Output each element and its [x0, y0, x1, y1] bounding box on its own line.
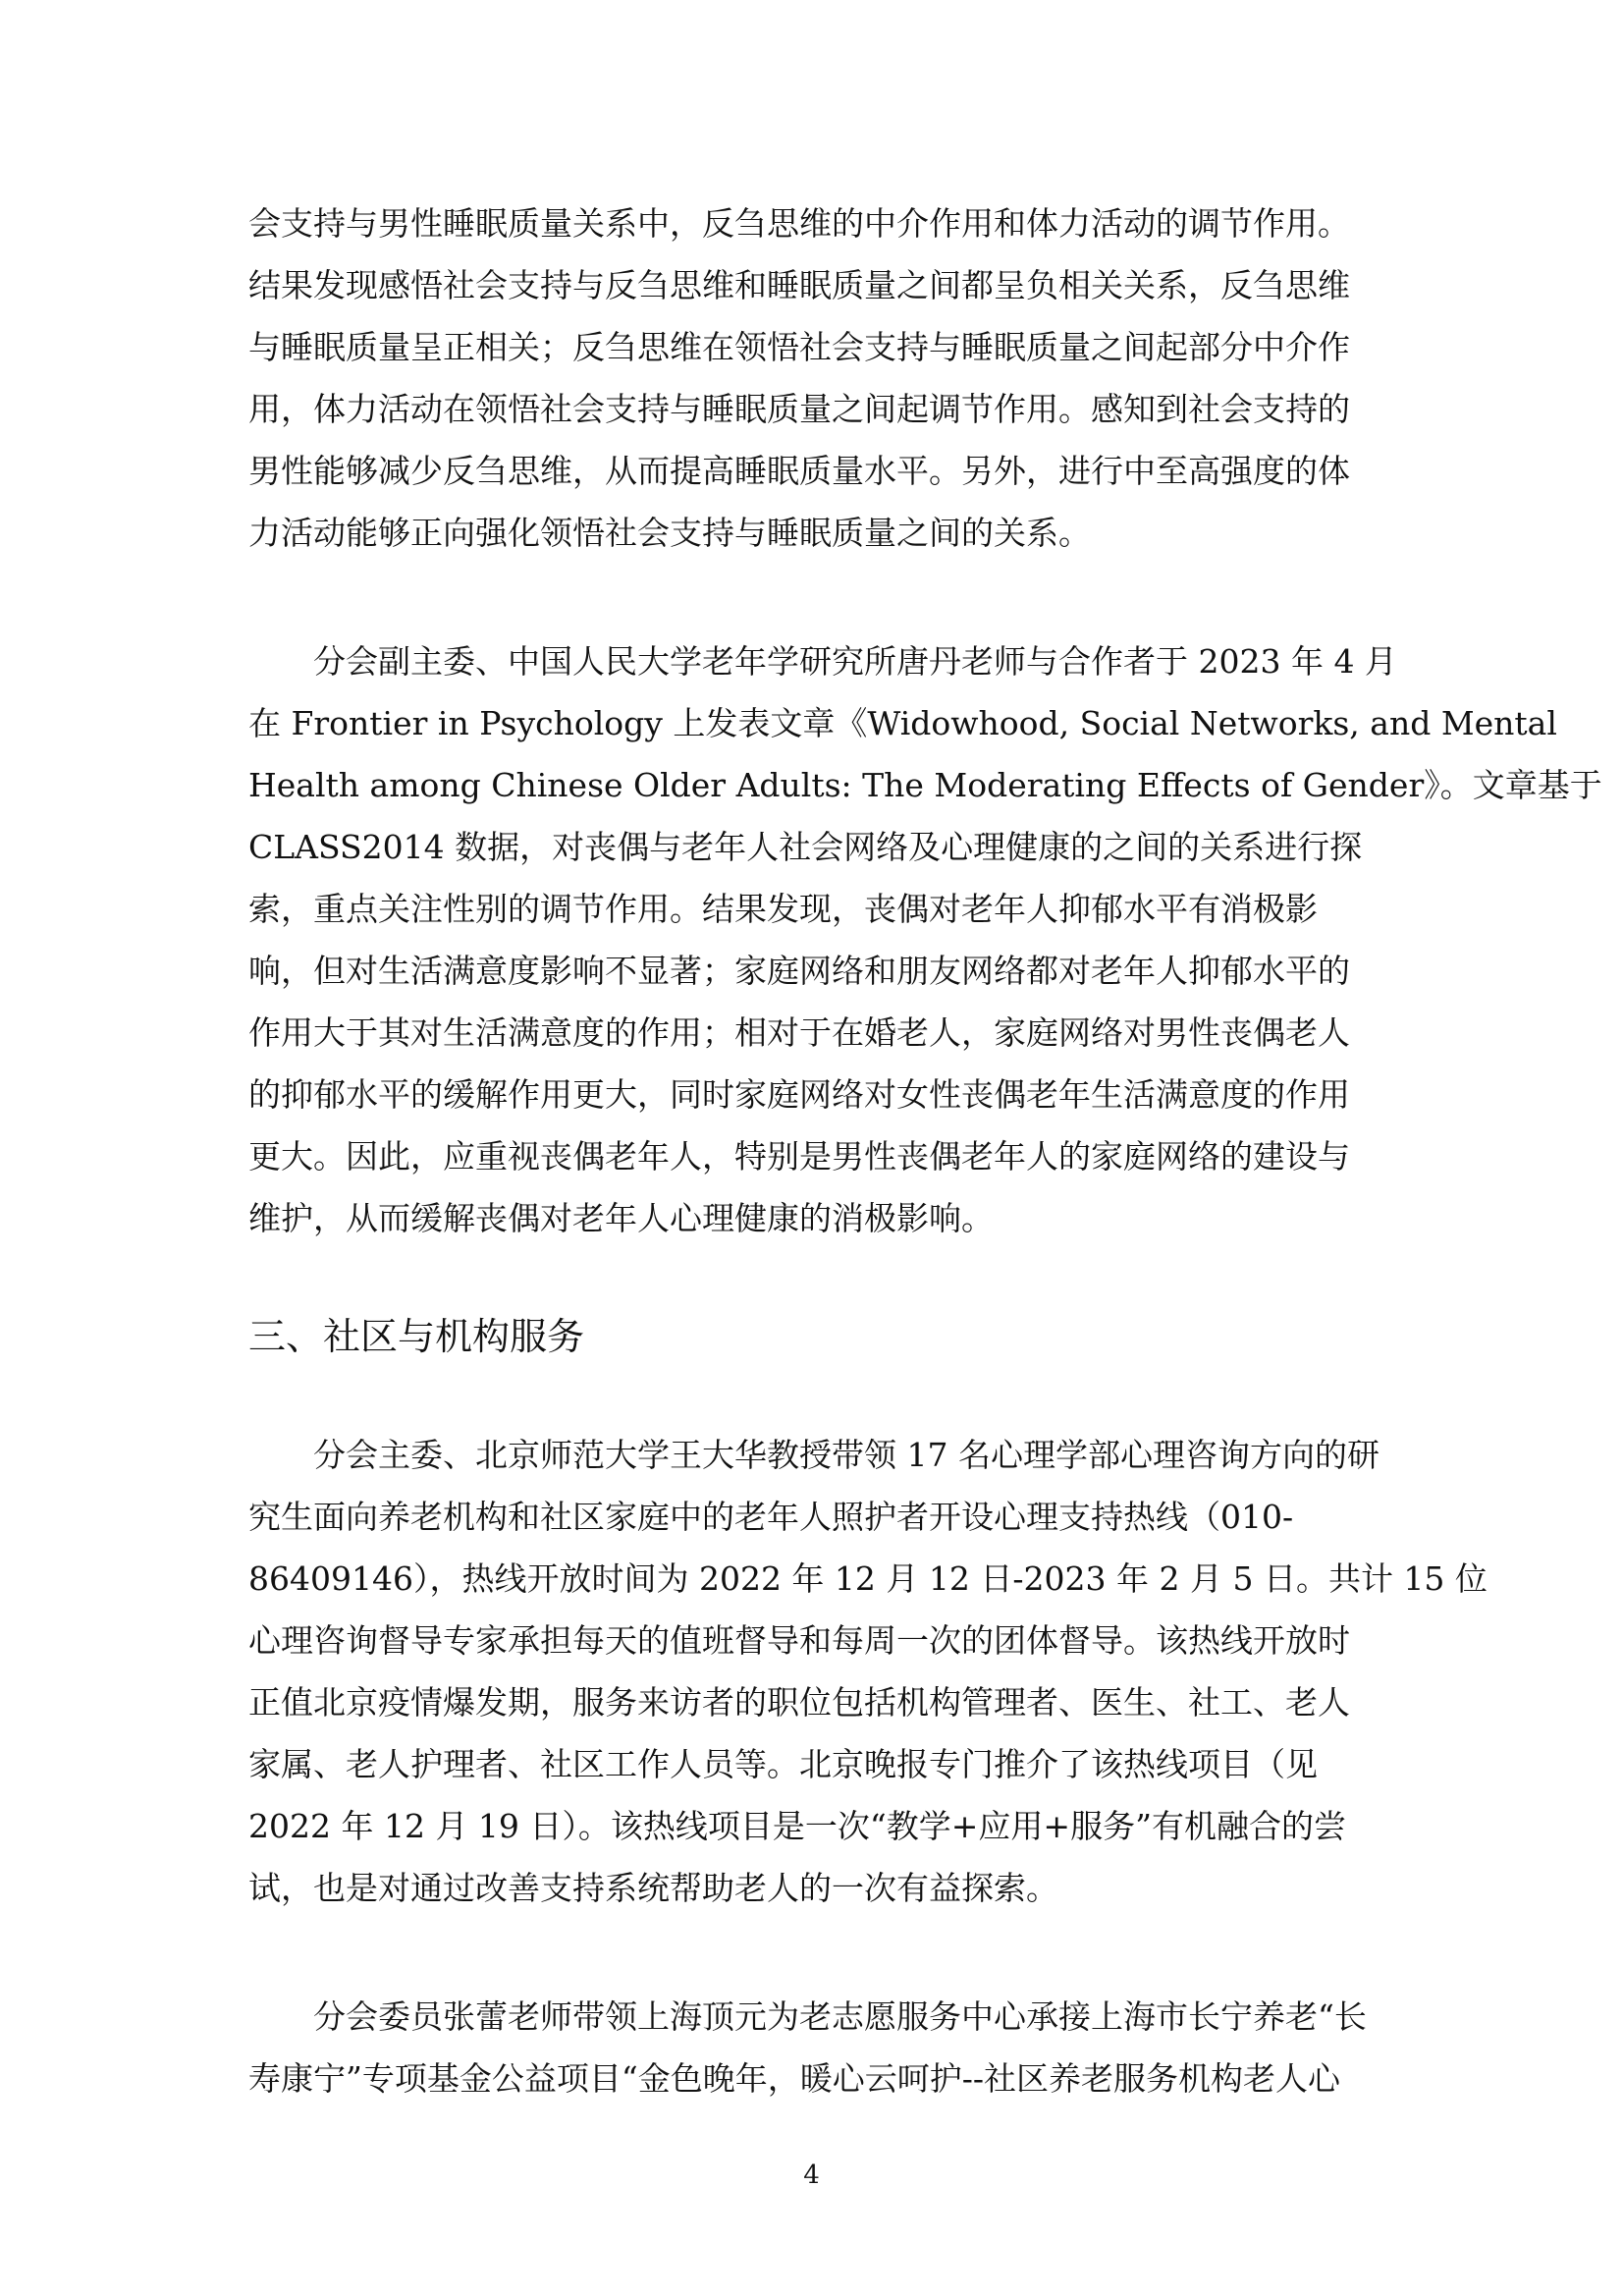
text-line: 分会委员张蕾老师带领上海顶元为老志愿服务中心承接上海市长宁养老“长: [313, 1997, 1367, 2036]
text-line: 索，重点关注性别的调节作用。结果发现，丧偶对老年人抑郁水平有消极影: [248, 890, 1318, 928]
section-spacer: [248, 1371, 1378, 1424]
section-heading: 三、社区与机构服务: [248, 1315, 585, 1358]
text-line: 维护，从而缓解丧偶对老年人心理健康的消极影响。: [248, 1199, 994, 1237]
text-line: 寿康宁”专项基金公益项目“金色晚年，暖心云呵护--社区养老服务机构老人心: [248, 2059, 1341, 2098]
text-line: 结果发现感悟社会支持与反刍思维和睡眠质量之间都呈负相关关系，反刍思维: [248, 266, 1350, 304]
paragraph-volunteer-center: [248, 1986, 1378, 2109]
text-line: 正值北京疫情爆发期，服务来访者的职位包括机构管理者、医生、社工、老人: [248, 1683, 1350, 1722]
text-line: Health among Chinese Older Adults: The Moderating Effects of Gender》。文章基于: [248, 766, 1602, 804]
text-line: 力活动能够正向强化领悟社会支持与睡眠质量之间的关系。: [248, 514, 1091, 552]
text-line: 分会副主委、中国人民大学老年学研究所唐丹老师与合作者于 2023 年 4 月: [313, 642, 1397, 681]
text-line: 究生面向养老机构和社区家庭中的老年人照护者开设心理支持热线（010-: [248, 1498, 1294, 1536]
page-number: 4: [803, 2160, 820, 2190]
page-body: [248, 192, 1602, 2109]
text-line: 2022 年 12 月 19 日）。该热线项目是一次“教学+应用+服务”有机融合的尝: [248, 1807, 1346, 1845]
paragraph-spacer: [248, 1919, 1378, 1986]
text-line: 与睡眠质量呈正相关；反刍思维在领悟社会支持与睡眠质量之间起部分中介作: [248, 328, 1350, 366]
text-line: 86409146），热线开放时间为 2022 年 12 月 12 日-2023 年 2 月 5 日。共计 15 位: [248, 1559, 1488, 1598]
text-line: 会支持与男性睡眠质量关系中，反刍思维的中介作用和体力活动的调节作用。: [248, 204, 1350, 243]
text-line: 试，也是对通过改善支持系统帮助老人的一次有益探索。: [248, 1869, 1058, 1907]
text-line: 用，体力活动在领悟社会支持与睡眠质量之间起调节作用。感知到社会支持的: [248, 390, 1350, 428]
section-spacer: [248, 1249, 1378, 1302]
text-line: 分会主委、北京师范大学王大华教授带领 17 名心理学部心理咨询方向的研: [313, 1436, 1380, 1474]
text-line: 家属、老人护理者、社区工作人员等。北京晚报专门推介了该热线项目（见: [248, 1745, 1318, 1783]
text-line: 更大。因此，应重视丧偶老年人，特别是男性丧偶老年人的家庭网络的建设与: [248, 1137, 1350, 1175]
paragraph-spacer: [248, 564, 1378, 630]
text-line: 心理咨询督导专家承担每天的值班督导和每周一次的团体督导。该热线开放时: [248, 1621, 1350, 1660]
text-line: 作用大于其对生活满意度的作用；相对于在婚老人，家庭网络对男性丧偶老人: [248, 1013, 1350, 1052]
paragraph-widowhood: [248, 630, 1602, 1249]
text-line: CLASS2014 数据，对丧偶与老年人社会网络及心理健康的之间的关系进行探: [248, 828, 1363, 866]
text-line: 在 Frontier in Psychology 上发表文章《Widowhood, Social Networks, and Mental: [248, 704, 1557, 742]
text-line: 的抑郁水平的缓解作用更大，同时家庭网络对女性丧偶老年生活满意度的作用: [248, 1075, 1350, 1114]
text-line: 男性能够减少反刍思维，从而提高睡眠质量水平。另外，进行中至高强度的体: [248, 452, 1350, 490]
paragraph-hotline: [248, 1424, 1488, 1919]
text-line: 响，但对生活满意度影响不显著；家庭网络和朋友网络都对老年人抑郁水平的: [248, 952, 1350, 990]
paragraph-sleep-quality: [248, 192, 1378, 564]
